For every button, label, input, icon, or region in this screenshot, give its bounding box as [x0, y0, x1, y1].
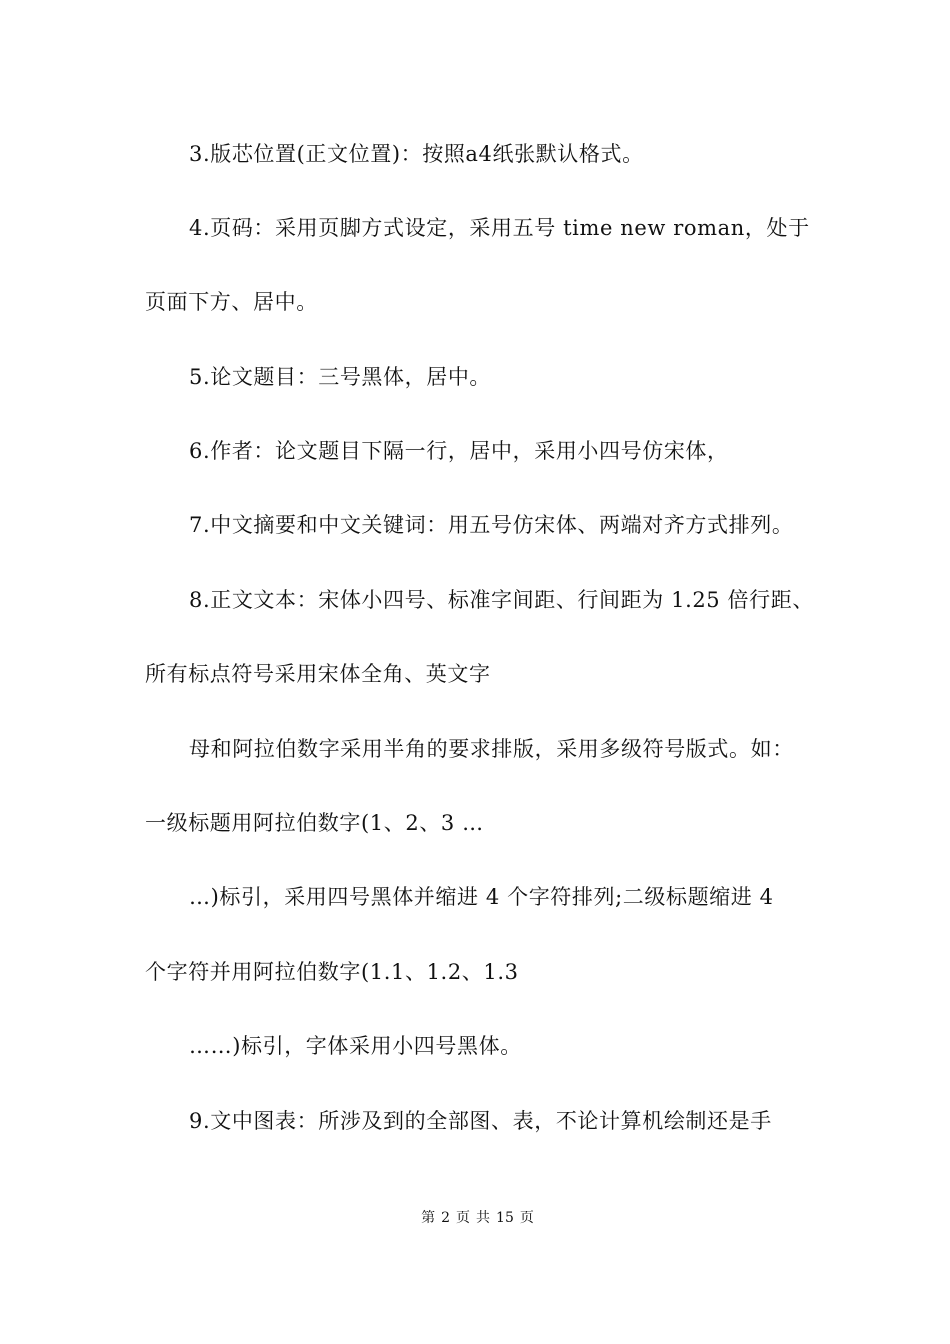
paragraph-line: 6.作者：论文题目下隔一行，居中，采用小四号仿宋体，: [189, 439, 729, 463]
paragraph-line: ……)标引，字体采用小四号黑体。: [189, 1034, 522, 1058]
footer-current-page: 2: [441, 1210, 451, 1226]
paragraph-line: 4.页码：采用页脚方式设定，采用五号 time new roman，处于: [189, 216, 810, 240]
footer-prefix: 第: [421, 1210, 436, 1226]
paragraph-line: 5.论文题目：三号黑体，居中。: [189, 365, 492, 389]
paragraph-line: 9.文中图表：所涉及到的全部图、表，不论计算机绘制还是手: [189, 1109, 772, 1133]
paragraph-line: 所有标点符号采用宋体全角、英文字: [145, 662, 491, 686]
paragraph-line: 页面下方、居中。: [145, 290, 318, 314]
paragraph-line: 母和阿拉伯数字采用半角的要求排版，采用多级符号版式。如：: [189, 737, 794, 761]
paragraph-line: 7.中文摘要和中文关键词：用五号仿宋体、两端对齐方式排列。: [189, 513, 794, 537]
footer-suffix: 页: [519, 1210, 534, 1226]
footer-total-prefix: 共: [476, 1210, 491, 1226]
footer-total-pages: 15: [496, 1210, 514, 1226]
paragraph-line: …)标引，采用四号黑体并缩进 4 个字符排列;二级标题缩进 4: [189, 885, 774, 909]
paragraph-line: 3.版芯位置(正文位置)：按照a4纸张默认格式。: [189, 142, 644, 166]
paragraph-line: 8.正文文本：宋体小四号、标准字间距、行间距为 1.25 倍行距、: [189, 588, 814, 612]
paragraph-line: 一级标题用阿拉伯数字(1、2、3 …: [145, 811, 484, 835]
page-footer: [0, 1208, 950, 1228]
paragraph-line: 个字符并用阿拉伯数字(1.1、1.2、1.3: [145, 960, 519, 984]
footer-page-word: 页: [456, 1210, 471, 1226]
